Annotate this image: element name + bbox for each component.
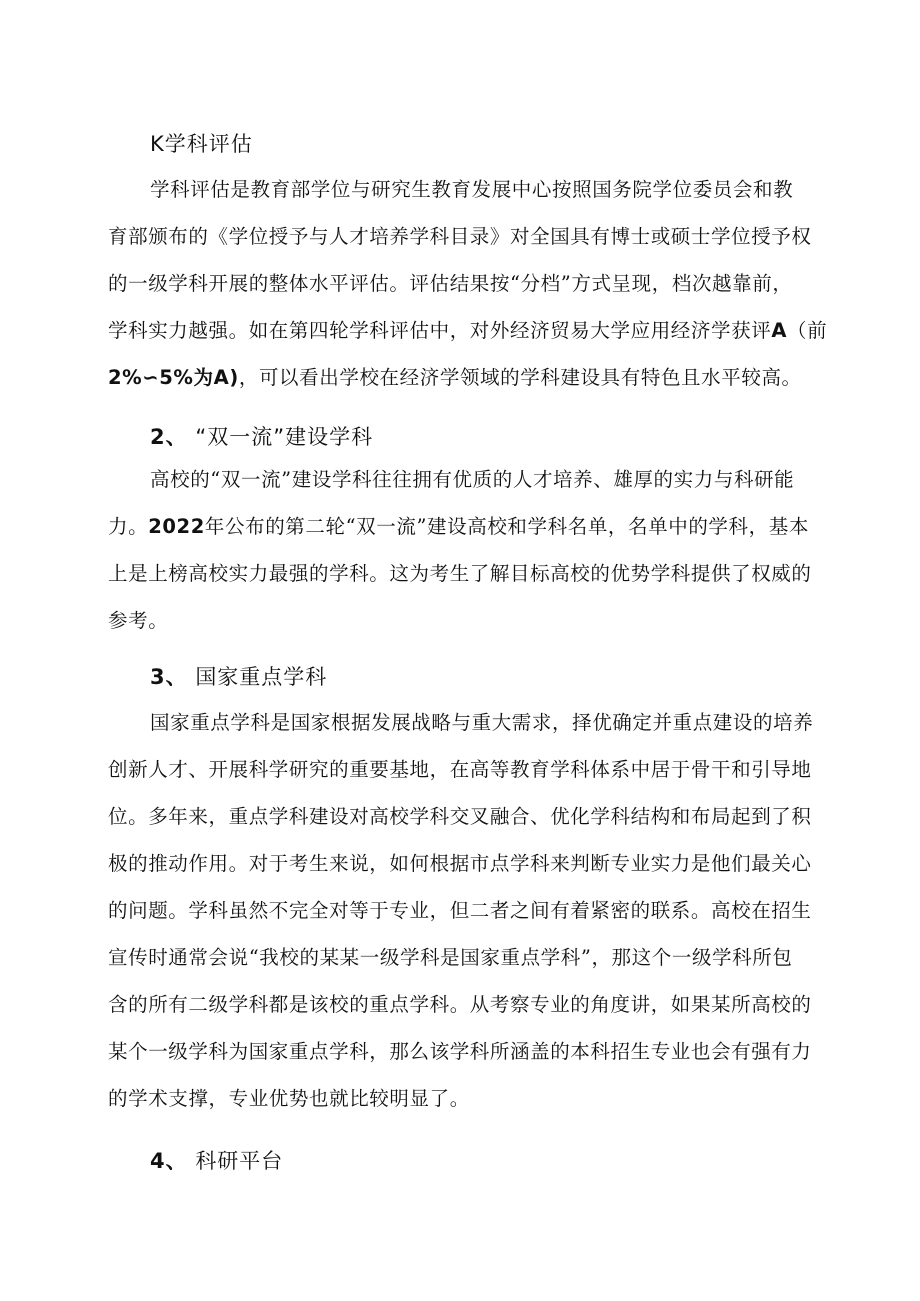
paragraph-line: 位。多年来，重点学科建设对高校学科交叉融合、优化学科结构和布局起到了积 <box>108 805 812 828</box>
paragraph-line: 的学术支撑，专业优势也就比较明显了。 <box>108 1087 470 1110</box>
paragraph-line: 某个一级学科为国家重点学科，那么该学科所涵盖的本科招生专业也会有强有力 <box>108 1040 812 1063</box>
paragraph-line: 育部颁布的《学位授予与人才培养学科目录》对全国具有博士或硕士学位授予权 <box>108 225 812 248</box>
paragraph-line: 创新人才、开展科学研究的重要基地，在高等教育学科体系中居于骨干和引导地 <box>108 758 812 781</box>
paragraph-line: 的问题。学科虽然不完全对等于专业，但二者之间有着紧密的联系。高校在招生 <box>108 899 812 922</box>
paragraph-line: 学科评估是教育部学位与研究生教育发展中心按照国务院学位委员会和教 <box>150 178 794 201</box>
paragraph-line: 宣传时通常会说“我校的某某一级学科是国家重点学科”，那这个一级学科所包 <box>108 946 793 969</box>
paragraph-line: 极的推动作用。对于考生来说，如何根据市点学科来判断专业实力是他们最关心 <box>108 852 812 875</box>
section-heading-research-platform <box>150 1145 283 1175</box>
paragraph-discipline-evaluation <box>108 166 828 401</box>
section-heading-national-key-discipline <box>150 661 327 691</box>
heading-number: 4、 <box>150 1149 188 1173</box>
paragraph-line: 参考。 <box>108 609 169 632</box>
heading-number: 2、 <box>150 425 188 449</box>
paragraph-double-first-class <box>108 456 820 644</box>
heading-number: 3、 <box>150 665 188 689</box>
section-heading-double-first-class <box>150 421 373 451</box>
heading-text: K学科评估 <box>150 132 253 156</box>
paragraph-line: 含的所有二级学科都是该校的重点学科。从考察专业的角度讲，如果某所高校的 <box>108 993 812 1016</box>
paragraph-line: 高校的“双一流”建设学科往往拥有优质的人才培养、雄厚的实力与科研能 <box>150 468 795 491</box>
paragraph-line: 力。2022年公布的第二轮“双一流”建设高校和学科名单，名单中的学科，基本 <box>108 515 809 538</box>
heading-text: 科研平台 <box>195 1149 284 1173</box>
paragraph-line: 国家重点学科是国家根据发展战略与重大需求，择优确定并重点建设的培养 <box>150 711 814 734</box>
paragraph-line: 学科实力越强。如在第四轮学科评估中，对外经济贸易大学应用经济学获评A（前 <box>108 319 828 342</box>
paragraph-national-key-discipline <box>108 699 820 1122</box>
paragraph-line: 上是上榜高校实力最强的学科。这为考生了解目标高校的优势学科提供了权威的 <box>108 562 812 585</box>
section-heading-discipline-evaluation <box>150 128 253 158</box>
heading-text: “双一流”建设学科 <box>195 425 374 449</box>
paragraph-line: 2%∽5%为A)，可以看出学校在经济学领域的学科建设具有特色且水平较高。 <box>108 366 802 389</box>
heading-text: 国家重点学科 <box>195 665 328 689</box>
paragraph-line: 的一级学科开展的整体水平评估。评估结果按“分档”方式呈现，档次越靠前， <box>108 272 793 295</box>
